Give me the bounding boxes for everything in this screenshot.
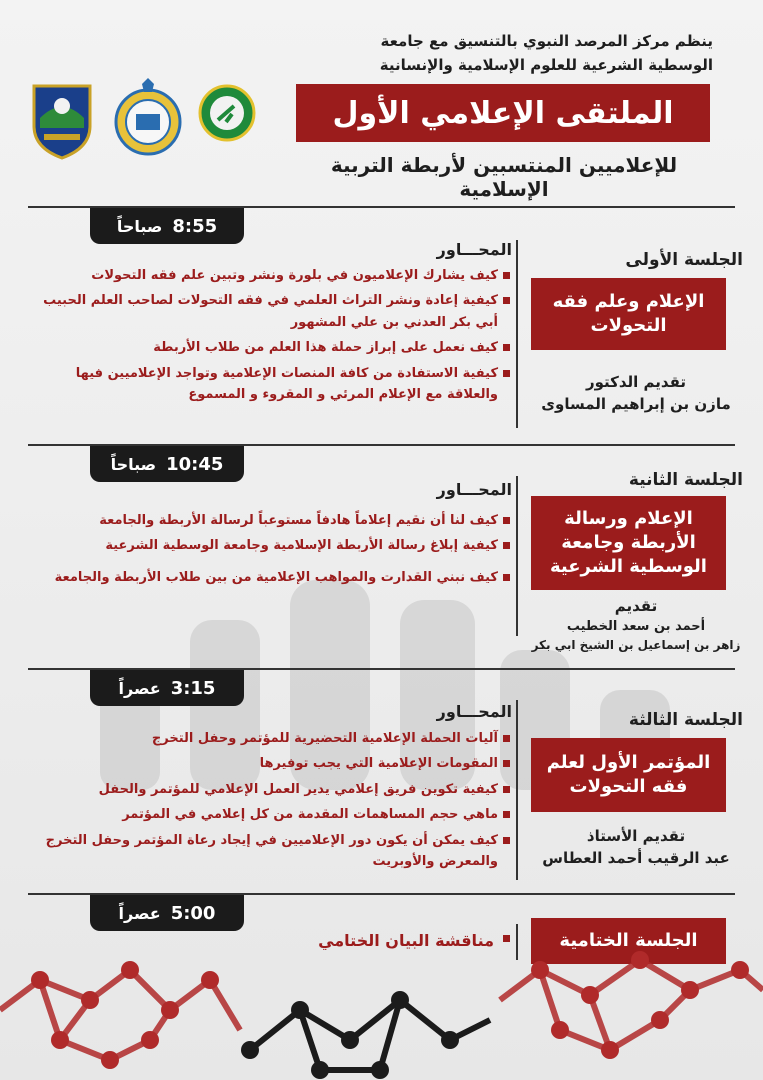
event-title: الملتقى الإعلامي الأول [296,84,710,142]
presenter-title: تقديم [614,597,658,615]
list-item: كيفية تكوين فريق إعلامي يدير العمل الإعلامي للمؤتمر والحفل [25,779,510,800]
organizer-line-2: الوسطية الشرعية للعلوم الإسلامية والإنسانية [379,56,713,74]
closing-session-box: الجلسة الختامية [531,918,726,964]
presenter-name: أحمد بن سعد الخطيب [566,618,706,634]
session-3-divider [516,700,518,880]
presenter-title: تقديم الأستاذ [586,827,686,845]
time-period: عصراً [118,903,161,923]
session-1-divider [516,240,518,428]
time-period: صباحاً [110,454,157,474]
session-2-label: الجلسة الثانية [628,470,743,490]
list-item: كيفية إعادة ونشر التراث العلمي في فقه التحولات لصاحب العلم الحبيب أبي بكر العدني بن علي المشهور [25,290,510,333]
session-2-topic: الإعلام ورسالة الأربطة وجامعة الوسطية الشرعية [531,496,726,590]
university-shield-logo [30,82,94,160]
session-3-axes-title: المحـــاور [436,702,512,721]
list-item: كيفية إبلاغ رسالة الأربطة الإسلامية وجامعة الوسطية الشرعية [25,535,510,556]
list-item: كيف نبني القدارت والمواهب الإعلامية من بين طلاب الأربطة والجامعة [25,567,510,588]
session-3-axes-list [25,728,510,877]
session-1-topic: الإعلام وعلم فقه التحولات [531,278,726,350]
time-pill-session-3 [90,670,244,706]
time-value: 3:15 [170,677,216,699]
event-subtitle: للإعلاميين المنتسبين لأربطة التربية الإسلامية [330,153,678,201]
list-item: المقومات الإعلامية التي يجب توفيرها [25,753,510,774]
session-3-topic: المؤتمر الأول لعلم فقه التحولات [531,738,726,812]
session-3-presenter [531,826,741,870]
list-item: كيفية الاستفادة من كافة المنصات الإعلامية وتواجد الإعلاميين فيها والعلاقة مع الإعلام المرئي و المقروء و المسموع [25,363,510,406]
session-1-axes-list [25,265,510,410]
time-pill-session-1 [90,208,244,244]
presenter-name: مازن بن إبراهيم المساوى [541,394,731,413]
time-value: 8:55 [172,215,218,237]
time-value: 10:45 [166,453,224,475]
session-2-axes-title: المحـــاور [436,480,512,499]
time-value: 5:00 [170,902,216,924]
session-1-label: الجلسة الأولى [625,250,743,270]
session-2-axes-list [25,510,510,592]
session-3-label: الجلسة الثالثة [628,710,743,730]
time-period: عصراً [118,678,161,698]
session-2-presenter [531,596,741,654]
list-item: كيف يمكن أن يكون دور الإعلاميين في إيجاد رعاة المؤتمر وحفل التخرج والمعرض والأوبريت [25,830,510,873]
list-item: كيف يشارك الإعلاميون في بلورة ونشر وتبين علم فقه التحولات [25,265,510,286]
list-item: مناقشة البيان الختامي [25,928,510,954]
time-pill-closing [90,895,244,931]
organizer-line-1: ينظم مركز المرصد النبوي بالتنسيق مع جامعة [380,32,713,50]
list-item: كيف نعمل على إبراز حملة هذا العلم من طلاب الأربطة [25,337,510,358]
list-item: كيف لنا أن نقيم إعلاماً هادفاً مستوعباً لرسالة الأربطة والجامعة [25,510,510,531]
presenter-name: عبد الرقيب أحمد العطاس [542,848,730,867]
session-2-divider [516,476,518,636]
presenter-name: زاهر بن إسماعيل بن الشيخ ابي بكر [531,637,741,652]
presenter-title: تقديم الدكتور [585,373,687,391]
network-decoration [0,940,763,1080]
ribat-seal-logo [112,78,184,158]
time-period: صباحاً [116,216,163,236]
observatory-center-logo [198,84,256,142]
list-item: آليات الحملة الإعلامية التحضيرية للمؤتمر وحفل التخرج [25,728,510,749]
time-pill-session-2 [90,446,244,482]
session-1-presenter [531,372,741,416]
session-1-axes-title: المحـــاور [436,240,512,259]
list-item: ماهي حجم المساهمات المقدمة من كل إعلامي في المؤتمر [25,804,510,825]
